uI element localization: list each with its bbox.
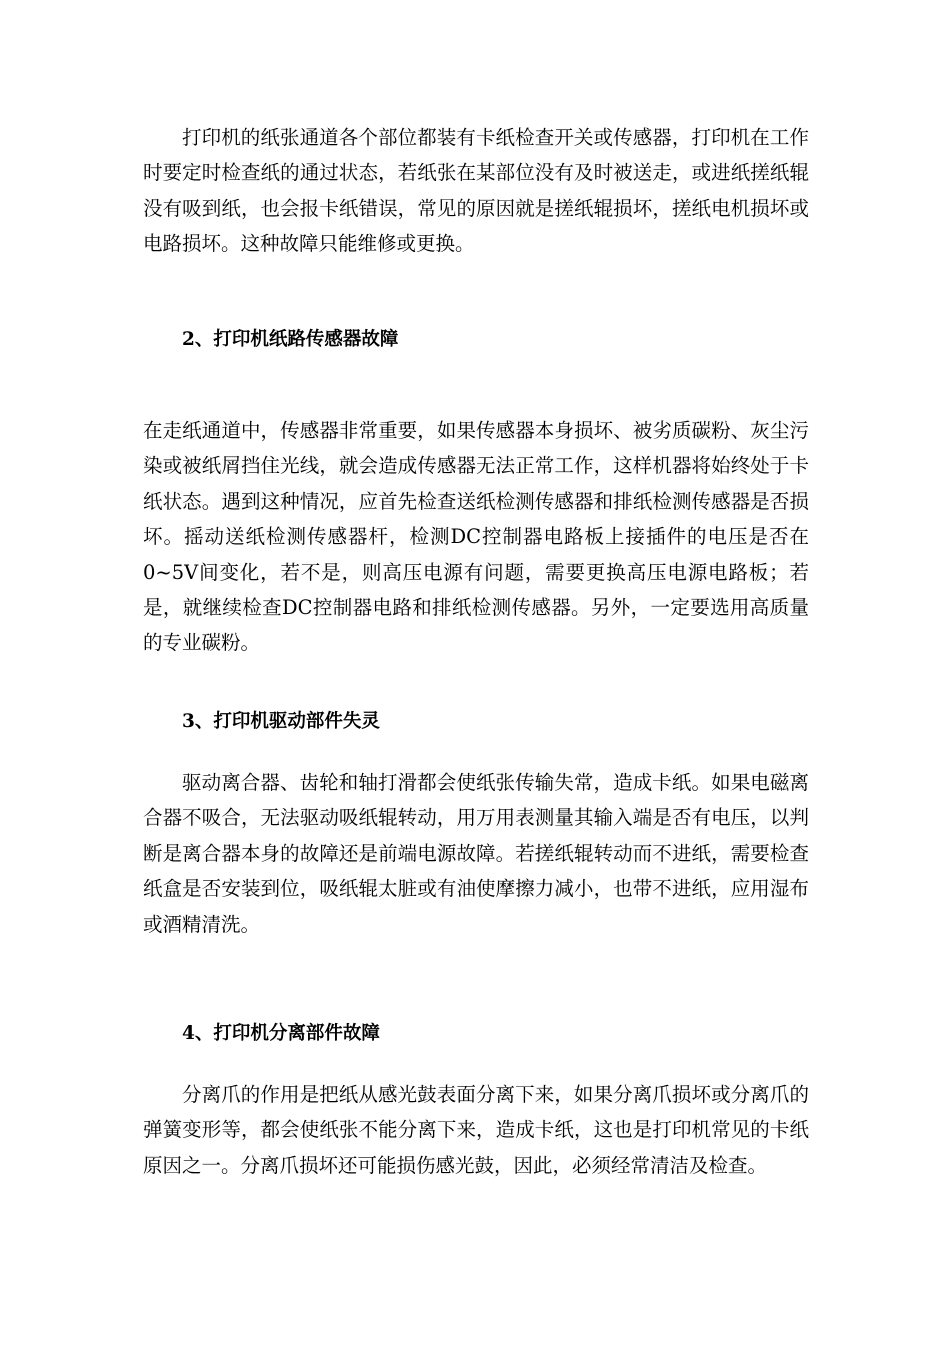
section-body-separation-parts: 分离爪的作用是把纸从感光鼓表面分离下来，如果分离爪损坏或分离爪的弹簧变形等，都会使纸张不能分离下来，造成卡纸，这也是打印机常见的卡纸原因之一。分离爪损坏还可能损伤感光鼓，因此，必须经常清洁及检查。 bbox=[143, 1083, 809, 1177]
intro-paragraph: 打印机的纸张通道各个部位都装有卡纸检查开关或传感器，打印机在工作时要定时检查纸的通过状态，若纸张在某部位没有及时被送走，或进纸搓纸辊没有吸到纸，也会报卡纸错误，常见的原因就是搓纸辊损坏，搓纸电机损坏或电路损坏。这种故障只能维修或更换。 bbox=[143, 126, 809, 256]
section-body-paper-path-sensor: 在走纸通道中，传感器非常重要，如果传感器本身损坏、被劣质碳粉、灰尘污染或被纸屑挡住光线，就会造成传感器无法正常工作，这样机器将始终处于卡纸状态。遇到这种情况，应首先检查送纸检测传感器和排纸检测传感器是否损坏。摇动送纸检测传感器杆，检测DC控制器电路板上接插件的电压是否在0~5V间变化，若不是，则高压电源有问题，需要更换高压电源电路板；若是，就继续检查DC控制器电路和排纸检测传感器。另外，一定要选用高质量的专业碳粉。 bbox=[143, 419, 809, 655]
section-heading-drive-parts: 3、打印机驱动部件失灵 bbox=[182, 711, 380, 732]
section-heading-separation-parts: 4、打印机分离部件故障 bbox=[182, 1023, 380, 1044]
section-heading-paper-path-sensor: 2、打印机纸路传感器故障 bbox=[182, 329, 399, 350]
section-body-drive-parts: 驱动离合器、齿轮和轴打滑都会使纸张传输失常，造成卡纸。如果电磁离合器不吸合，无法驱动吸纸辊转动，用万用表测量其输入端是否有电压，以判断是离合器本身的故障还是前端电源故障。若搓纸辊转动而不进纸，需要检查纸盒是否安装到位，吸纸辊太脏或有油使摩擦力减小，也带不进纸，应用湿布或酒精清洗。 bbox=[143, 771, 809, 936]
